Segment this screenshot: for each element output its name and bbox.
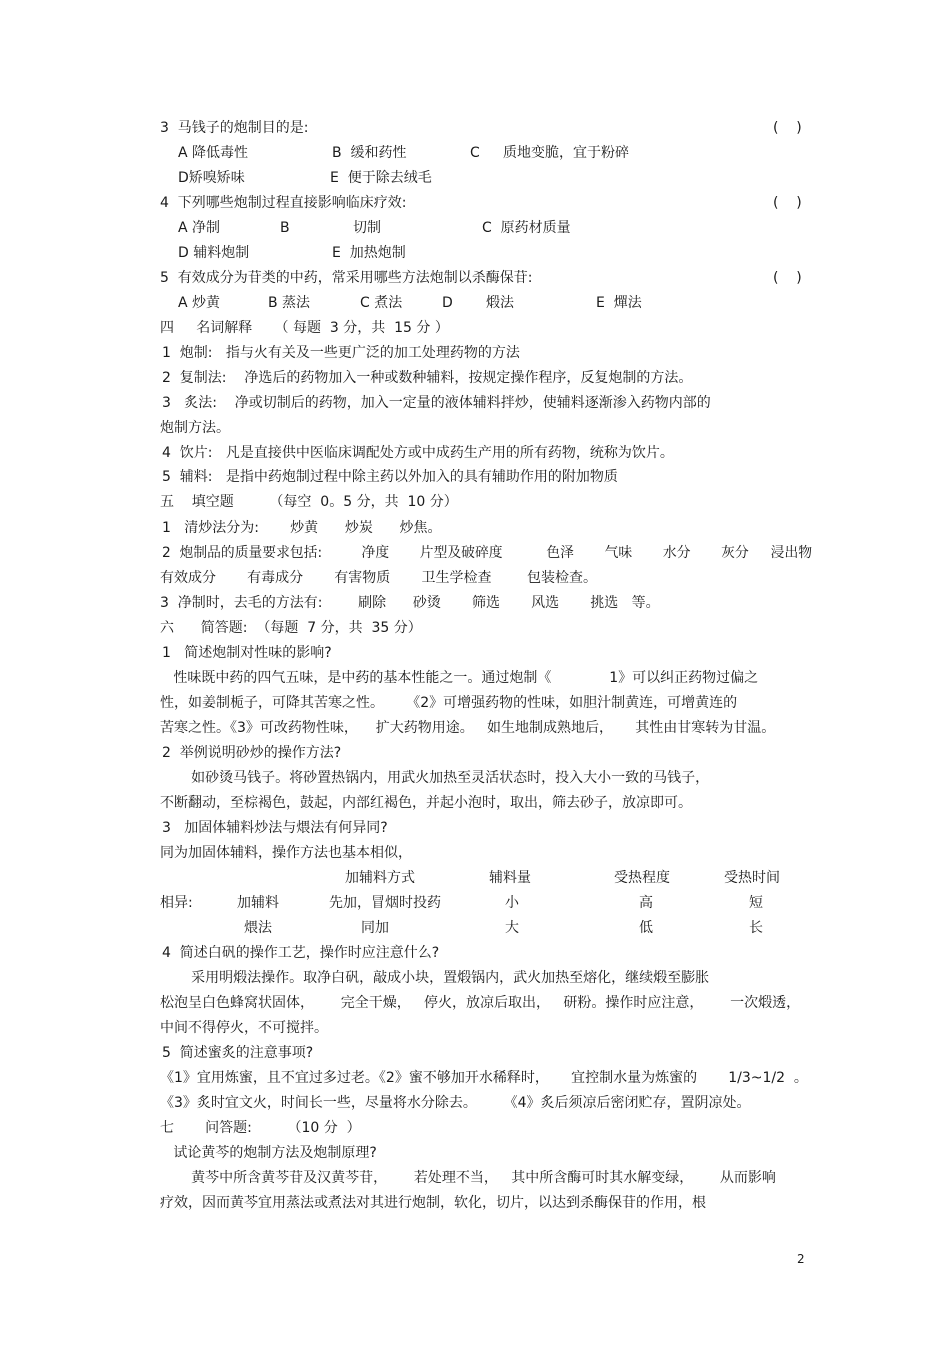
option: 切制 <box>353 220 381 236</box>
answer-line: 性，如姜制栀子，可降其苦寒之性。 《2》可增强药物的性味，如胆汁制黄连，可增黄连的 <box>160 695 738 711</box>
answer-line: 苦寒之性。《3》可改药物性味， 扩大药物用途。 如生地制成熟地后， 其性由甘寒转为甘温。 <box>160 720 776 736</box>
answer-line: 黄芩中所含黄芩苷及汉黄芩苷， 若处理不当， 其中所含酶可时其水解变绿， 从而影响 <box>160 1170 776 1186</box>
term-item: 4 饮片: 凡是直接供中医临床调配处方或中成药生产用的所有药物，统称为饮片。 <box>162 445 674 461</box>
option: C <box>470 145 480 161</box>
answer-blank-4: ( ) <box>773 195 802 211</box>
short-question: 4 简述白矾的操作工艺，操作时应注意什么? <box>162 945 440 961</box>
table-cell: 低 <box>639 920 653 936</box>
answer-line: 采用明煅法操作。取净白矾，敲成小块，置煅锅内，武火加热至熔化，继续煅至膨胀 <box>160 970 710 986</box>
option: B <box>280 220 290 236</box>
option: B 蒸法 <box>268 295 311 311</box>
section-heading: 五 填空题 （每空 0。5 分，共 10 分） <box>160 494 458 510</box>
short-question: 1 简述炮制对性味的影响? <box>162 645 332 661</box>
table-row-label: 相异: <box>160 895 193 911</box>
option: 质地变脆，宜于粉碎 <box>503 145 629 161</box>
option: D 辅料炮制 <box>178 245 250 261</box>
option: E 便于除去绒毛 <box>330 170 432 186</box>
option: E 燀法 <box>596 295 642 311</box>
answer-blank-5: ( ) <box>773 270 802 286</box>
answer-line: 中间不得停火，不可搅拌。 <box>160 1020 328 1036</box>
table-cell: 长 <box>749 920 763 936</box>
answer-blank-3: ( ) <box>773 120 802 136</box>
table-header: 辅料量 <box>489 870 531 886</box>
section-heading: 七 问答题: （10 分 ） <box>160 1120 361 1136</box>
term-item: 2 复制法: 净选后的药物加入一种或数种辅料，按规定操作程序，反复炮制的方法。 <box>162 370 693 386</box>
section-heading: 四 名词解释 （ 每题 3 分，共 15 分 ） <box>160 320 449 336</box>
option: A 净制 <box>178 220 221 236</box>
answer-line: 性味既中药的四气五味，是中药的基本性能之一。通过炮制《 1》可以纠正药物过偏之 <box>160 670 759 686</box>
answer-line: 不断翻动，至棕褐色，鼓起，内部红褐色，并起小泡时，取出，筛去砂子，放凉即可。 <box>160 795 692 811</box>
term-item: 炮制方法。 <box>160 420 230 436</box>
table-header: 受热时间 <box>724 870 780 886</box>
answer-line: 同为加固体辅料，操作方法也基本相似， <box>160 845 412 861</box>
answer-line: 如砂烫马钱子。将砂置热锅内，用武火加热至灵活状态时，投入大小一致的马钱子， <box>160 770 710 786</box>
option: C 原药材质量 <box>482 220 571 236</box>
essay-question: 试论黄芩的炮制方法及炮制原理? <box>160 1145 377 1161</box>
option: C 煮法 <box>360 295 403 311</box>
option: D矫嗅矫味 <box>178 170 245 186</box>
table-cell: 高 <box>639 895 653 911</box>
table-cell: 大 <box>505 920 519 936</box>
short-question: 2 举例说明砂炒的操作方法? <box>162 745 342 761</box>
answer-line: 松泡呈白色蜂窝状固体， 完全干燥， 停火，放凉后取出， 研粉。操作时应注意， 一次煅透， <box>160 995 801 1011</box>
question-5: 5 有效成分为苷类的中药，常采用哪些方法炮制以杀酶保苷: <box>160 270 533 286</box>
fill-item: 有效成分 有毒成分 有害物质 卫生学检查 包装检查。 <box>160 570 598 586</box>
table-cell: 加辅料 <box>237 895 279 911</box>
fill-item: 1 清炒法分为: 炒黄 炒炭 炒焦。 <box>162 520 442 536</box>
fill-item: 2 炮制品的质量要求包括: 净度 片型及破碎度 色泽 气味 水分 灰分 浸出物 <box>162 545 813 561</box>
term-item: 5 辅料: 是指中药炮制过程中除主药以外加入的具有辅助作用的附加物质 <box>162 469 618 485</box>
short-question: 5 简述蜜炙的注意事项? <box>162 1045 314 1061</box>
table-cell: 煨法 <box>244 920 272 936</box>
table-header: 加辅料方式 <box>345 870 415 886</box>
question-4: 4 下列哪些炮制过程直接影响临床疗效: <box>160 195 407 211</box>
section-heading: 六 简答题: （每题 7 分，共 35 分） <box>160 620 422 636</box>
answer-line: 疗效，因而黄芩宜用蒸法或煮法对其进行炮制，软化，切片，以达到杀酶保苷的作用，根 <box>160 1195 706 1211</box>
answer-line: 《1》宜用炼蜜，且不宜过多过老。《2》蜜不够加开水稀释时， 宜控制水量为炼蜜的 1/3~1/2 。 <box>160 1070 808 1086</box>
question-3: 3 马钱子的炮制目的是: <box>160 120 309 136</box>
table-cell: 先加，冒烟时投药 <box>329 895 441 911</box>
option: D <box>442 295 453 311</box>
option: 煅法 <box>486 295 514 311</box>
table-cell: 小 <box>505 895 519 911</box>
fill-item: 3 净制时，去毛的方法有: 刷除 砂烫 筛选 风选 挑选 等。 <box>160 595 660 611</box>
option: A 降低毒性 <box>178 145 249 161</box>
answer-line: 《3》炙时宜文火，时间长一些，尽量将水分除去。 《4》炙后须凉后密闭贮存，置阴凉处。 <box>160 1095 751 1111</box>
term-item: 3 炙法: 净或切制后的药物，加入一定量的液体辅料拌炒，使辅料逐渐渗入药物内部的 <box>162 395 711 411</box>
short-question: 3 加固体辅料炒法与煨法有何异同? <box>162 820 388 836</box>
option: E 加热炮制 <box>332 245 406 261</box>
option: B 缓和药性 <box>332 145 407 161</box>
option: A 炒黄 <box>178 295 221 311</box>
table-cell: 同加 <box>361 920 389 936</box>
page-number: 2 <box>797 1252 805 1266</box>
table-header: 受热程度 <box>614 870 670 886</box>
table-cell: 短 <box>749 895 763 911</box>
term-item: 1 炮制: 指与火有关及一些更广泛的加工处理药物的方法 <box>162 345 520 361</box>
